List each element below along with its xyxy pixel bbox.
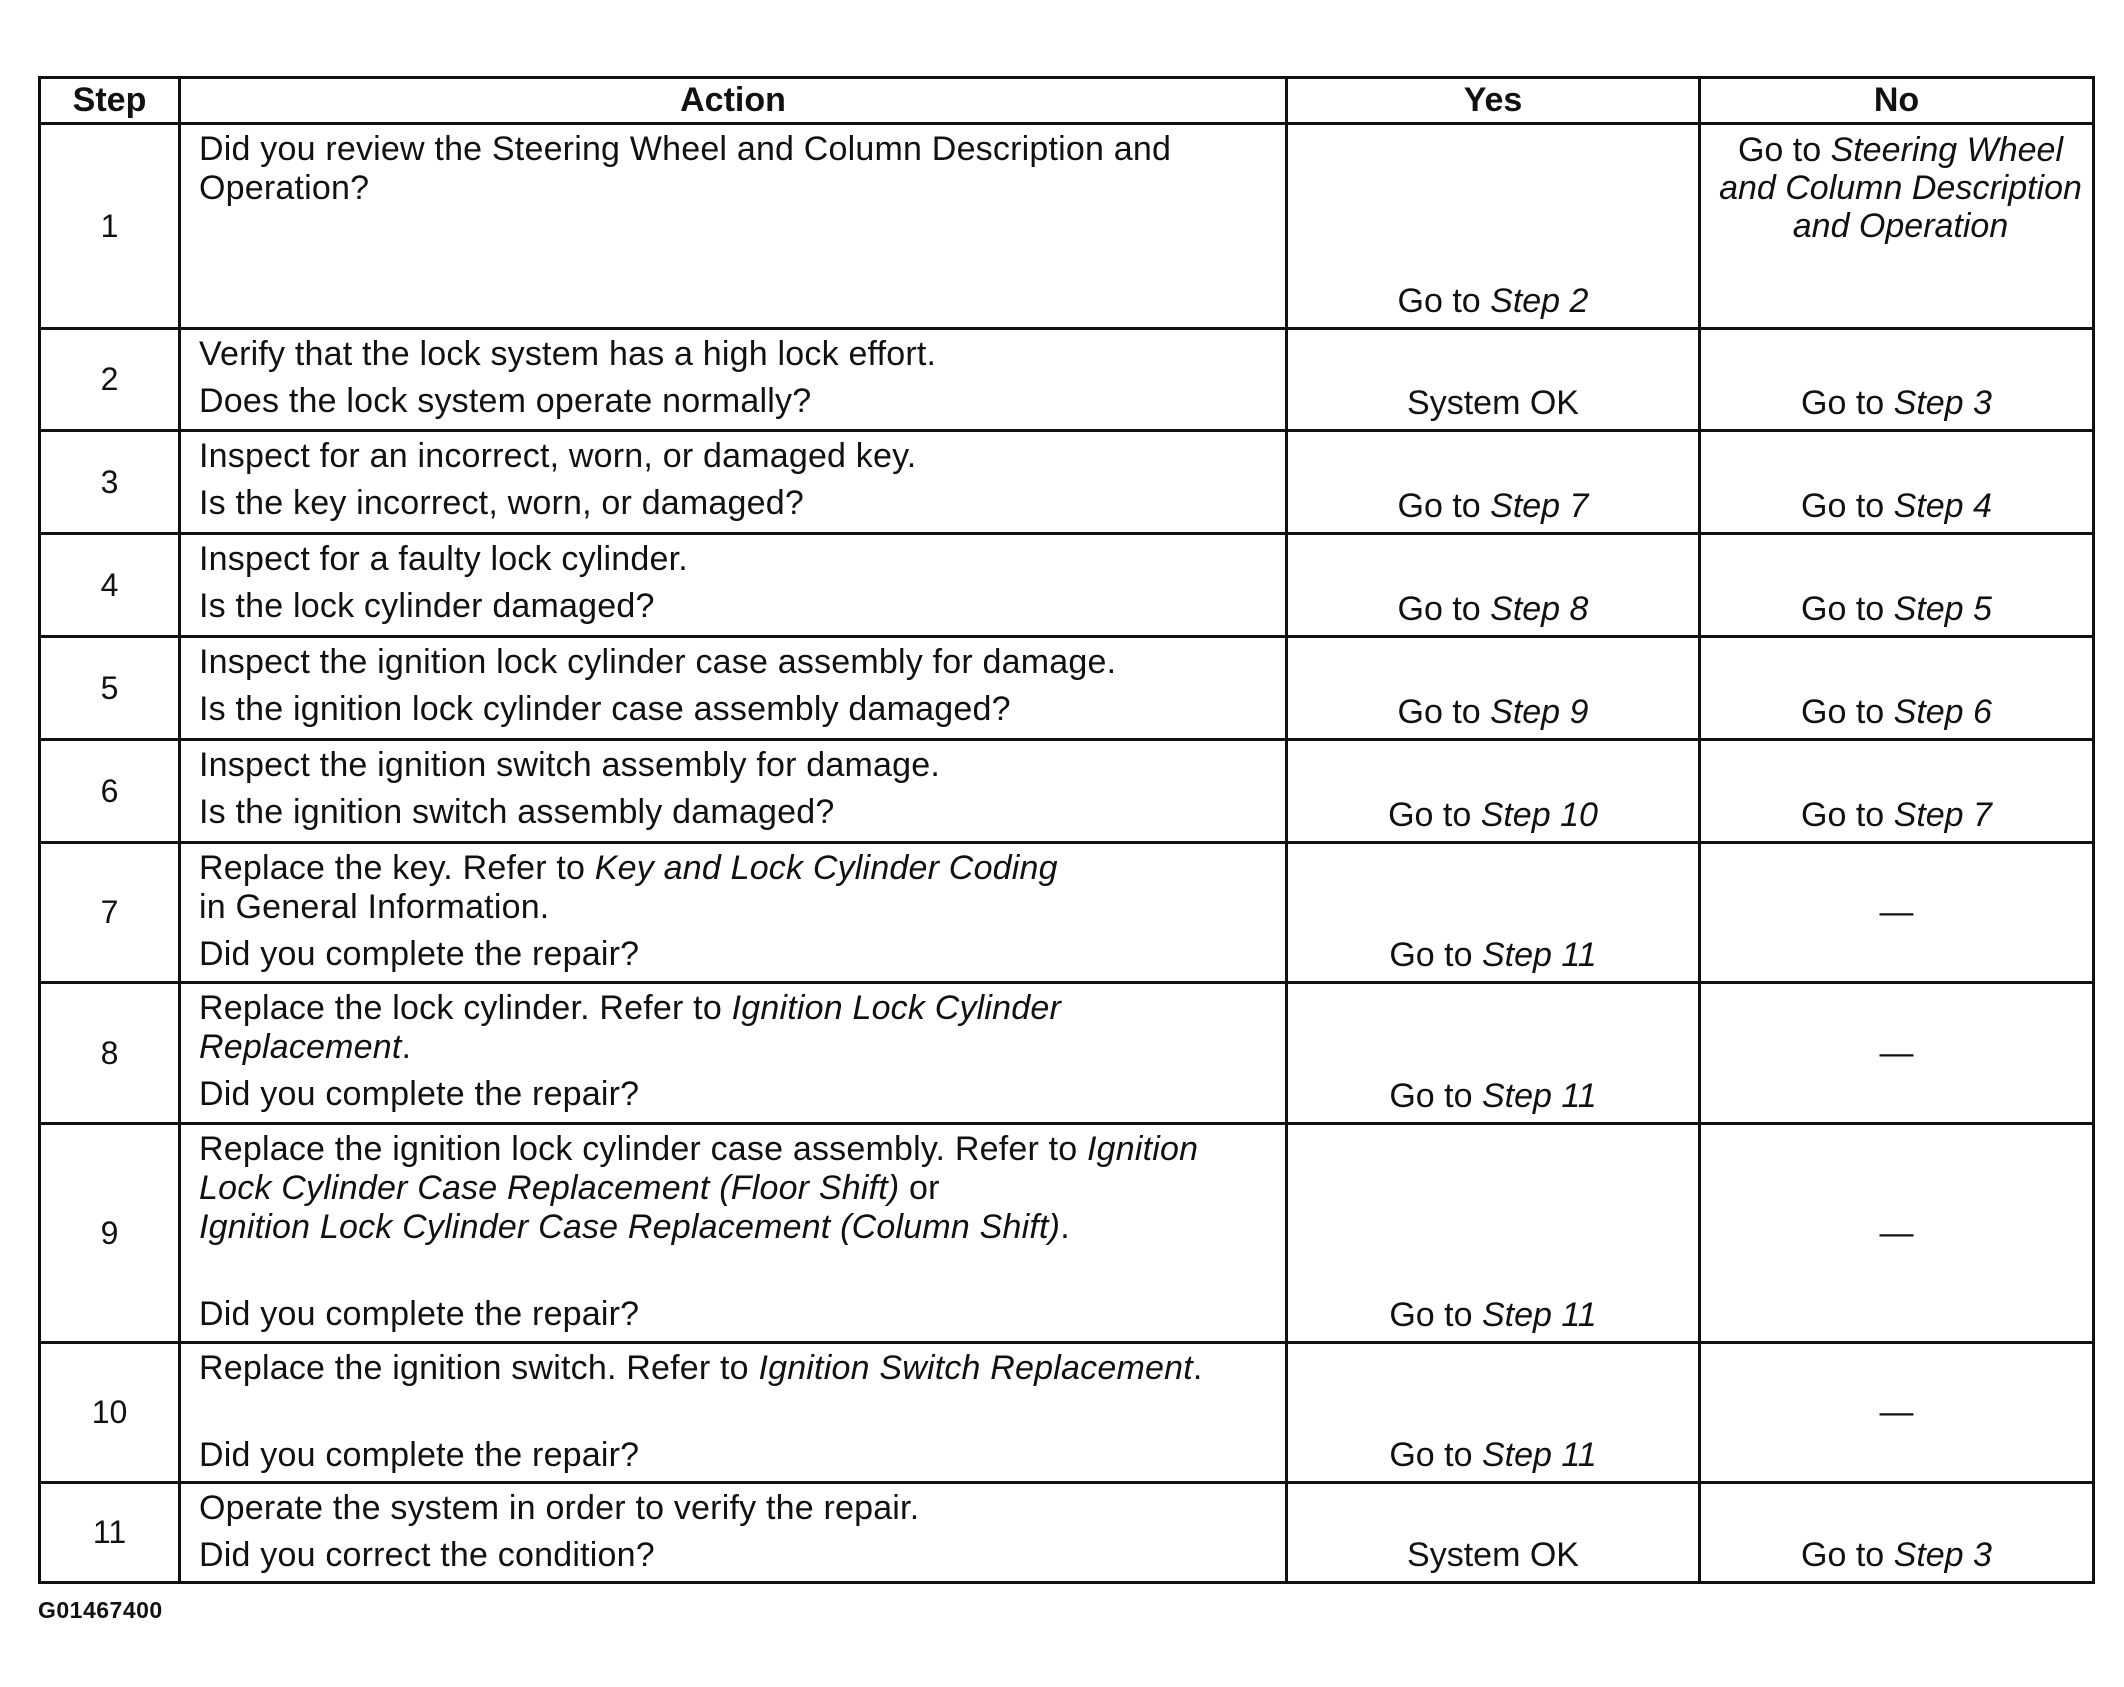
no-step-link[interactable]: Step 5 (1893, 590, 1992, 628)
action-instruction (199, 1349, 1269, 1388)
no-cell: — (1700, 983, 2094, 1124)
action-question: Is the key incorrect, worn, or damaged? (199, 484, 804, 522)
yes-step-link[interactable]: Step 11 (1481, 1077, 1597, 1115)
table-row (40, 124, 2094, 329)
table-row (40, 983, 2094, 1124)
table-row (40, 534, 2094, 637)
action-question: Is the ignition lock cylinder case assembly damaged? (199, 690, 1011, 728)
yes-cell (1287, 124, 1700, 329)
action-instruction: Inspect the ignition lock cylinder case assembly for damage. (199, 643, 1117, 681)
step-number: 9 (40, 1124, 180, 1343)
instruction-suffix: . (1060, 1208, 1070, 1246)
yes-step-link[interactable]: Step 10 (1480, 796, 1598, 834)
step-number: 11 (40, 1483, 180, 1583)
step-number: 10 (40, 1343, 180, 1483)
no-cell (1700, 1483, 2094, 1583)
no-prefix: Go to (1801, 384, 1894, 422)
no-prefix: Go to (1801, 693, 1894, 731)
table-row (40, 329, 2094, 431)
yes-cell: System OK (1287, 329, 1700, 431)
instruction-reference-link-column-shift[interactable]: Ignition Lock Cylinder Case Replacement (Column Shift) (199, 1208, 1061, 1246)
header-action: Action (180, 78, 1287, 124)
no-step-link[interactable]: Step 3 (1893, 1536, 1992, 1574)
action-cell (180, 637, 1287, 740)
action-question: Does the lock system operate normally? (199, 382, 812, 420)
action-question: Did you correct the condition? (199, 1536, 655, 1574)
figure-id: G01467400 (38, 1597, 163, 1623)
action-cell (180, 843, 1287, 983)
action-question: Did you complete the repair? (199, 1075, 640, 1113)
yes-prefix: Go to (1389, 1296, 1482, 1334)
yes-cell (1287, 740, 1700, 843)
yes-step-link[interactable]: Step 11 (1481, 1296, 1597, 1334)
table-row (40, 431, 2094, 534)
no-cell (1700, 329, 2094, 431)
instruction-prefix: Replace the lock cylinder. Refer to (199, 989, 732, 1027)
action-instruction (199, 849, 1269, 927)
step-number: 8 (40, 983, 180, 1124)
no-prefix: Go to (1737, 131, 1831, 169)
yes-step-link[interactable]: Step 8 (1490, 590, 1589, 628)
yes-cell (1287, 983, 1700, 1124)
no-reference-link[interactable]: Steering Wheel and Column Description and Operation (1719, 131, 2082, 245)
step-number: 1 (40, 124, 180, 329)
action-instruction: Inspect the ignition switch assembly for damage. (199, 746, 940, 784)
yes-step-link[interactable]: Step 9 (1490, 693, 1589, 731)
no-step-link[interactable]: Step 3 (1893, 384, 1992, 422)
header-step: Step (40, 78, 180, 124)
step-number: 2 (40, 329, 180, 431)
action-question: Is the lock cylinder damaged? (199, 587, 655, 625)
action-question: Did you review the Steering Wheel and Column Description and Operation? (199, 130, 1172, 207)
header-yes: Yes (1287, 78, 1700, 124)
no-prefix: Go to (1801, 590, 1894, 628)
header-row (40, 78, 2094, 124)
table-row (40, 1124, 2094, 1343)
instruction-suffix: . (1192, 1349, 1203, 1387)
table-row (40, 1483, 2094, 1583)
table-row (40, 1343, 2094, 1483)
action-cell (180, 329, 1287, 431)
no-cell (1700, 637, 2094, 740)
no-step-link[interactable]: Step 4 (1893, 487, 1992, 525)
instruction-suffix: in General Information. (199, 888, 550, 926)
yes-prefix: Go to (1389, 1077, 1482, 1115)
action-question: Did you complete the repair? (199, 1295, 640, 1333)
action-instruction: Inspect for a faulty lock cylinder. (199, 540, 688, 578)
table-row (40, 740, 2094, 843)
step-number: 5 (40, 637, 180, 740)
instruction-reference-link-floor-shift[interactable]: Ignition Lock Cylinder Case Replacement (Floor Shift) (199, 1130, 1199, 1207)
instruction-mid: or (899, 1169, 940, 1207)
yes-step-link[interactable]: Step 7 (1490, 487, 1589, 525)
instruction-prefix: Replace the key. Refer to (199, 849, 595, 887)
step-number: 4 (40, 534, 180, 637)
yes-prefix: Go to (1397, 282, 1491, 320)
no-cell (1700, 740, 2094, 843)
yes-cell (1287, 534, 1700, 637)
yes-cell (1287, 1343, 1700, 1483)
no-cell: — (1700, 843, 2094, 983)
action-instruction: Operate the system in order to verify the repair. (199, 1489, 920, 1527)
action-cell (180, 431, 1287, 534)
no-cell (1700, 431, 2094, 534)
yes-prefix: Go to (1389, 936, 1482, 974)
instruction-reference-link[interactable]: Ignition Switch Replacement (758, 1349, 1193, 1387)
yes-prefix: Go to (1397, 590, 1491, 628)
action-instruction: Verify that the lock system has a high lock effort. (199, 335, 937, 373)
step-number: 7 (40, 843, 180, 983)
no-step-link[interactable]: Step 6 (1893, 693, 1992, 731)
yes-prefix: Go to (1389, 1436, 1482, 1474)
no-step-link[interactable]: Step 7 (1893, 796, 1992, 834)
table-row (40, 637, 2094, 740)
header-no: No (1700, 78, 2094, 124)
instruction-prefix: Replace the ignition switch. Refer to (199, 1349, 759, 1387)
action-cell (180, 983, 1287, 1124)
step-number: 6 (40, 740, 180, 843)
action-cell (180, 124, 1287, 329)
no-prefix: Go to (1801, 1536, 1894, 1574)
action-question: Is the ignition switch assembly damaged? (199, 793, 835, 831)
action-instruction (199, 989, 1269, 1067)
action-instruction: Inspect for an incorrect, worn, or damaged key. (199, 437, 917, 475)
action-instruction (199, 1130, 1269, 1247)
action-cell (180, 1343, 1287, 1483)
yes-prefix: Go to (1397, 693, 1491, 731)
action-question: Did you complete the repair? (199, 935, 640, 973)
action-cell (180, 1483, 1287, 1583)
yes-cell (1287, 1124, 1700, 1343)
yes-cell (1287, 637, 1700, 740)
yes-cell (1287, 431, 1700, 534)
yes-step-link[interactable]: Step 11 (1481, 1436, 1597, 1474)
no-cell (1700, 124, 2094, 329)
diagnostic-table (38, 76, 2095, 1584)
instruction-reference-link[interactable]: Key and Lock Cylinder Coding (594, 849, 1058, 887)
no-cell: — (1700, 1124, 2094, 1343)
no-prefix: Go to (1801, 487, 1894, 525)
action-cell (180, 534, 1287, 637)
yes-step-link[interactable]: Step 2 (1490, 282, 1589, 320)
instruction-suffix: . (401, 1028, 412, 1066)
action-cell (180, 740, 1287, 843)
yes-cell: System OK (1287, 1483, 1700, 1583)
no-cell: — (1700, 1343, 2094, 1483)
yes-step-link[interactable]: Step 11 (1481, 936, 1597, 974)
instruction-prefix: Replace the ignition lock cylinder case assembly. Refer to (199, 1130, 1088, 1168)
step-number: 3 (40, 431, 180, 534)
no-prefix: Go to (1801, 796, 1894, 834)
action-question: Did you complete the repair? (199, 1436, 640, 1474)
no-cell (1700, 534, 2094, 637)
table-row (40, 843, 2094, 983)
action-cell (180, 1124, 1287, 1343)
yes-cell (1287, 843, 1700, 983)
yes-prefix: Go to (1388, 796, 1481, 834)
yes-prefix: Go to (1397, 487, 1491, 525)
instruction-reference-link[interactable]: Ignition Lock Cylinder Replacement (199, 989, 1062, 1066)
